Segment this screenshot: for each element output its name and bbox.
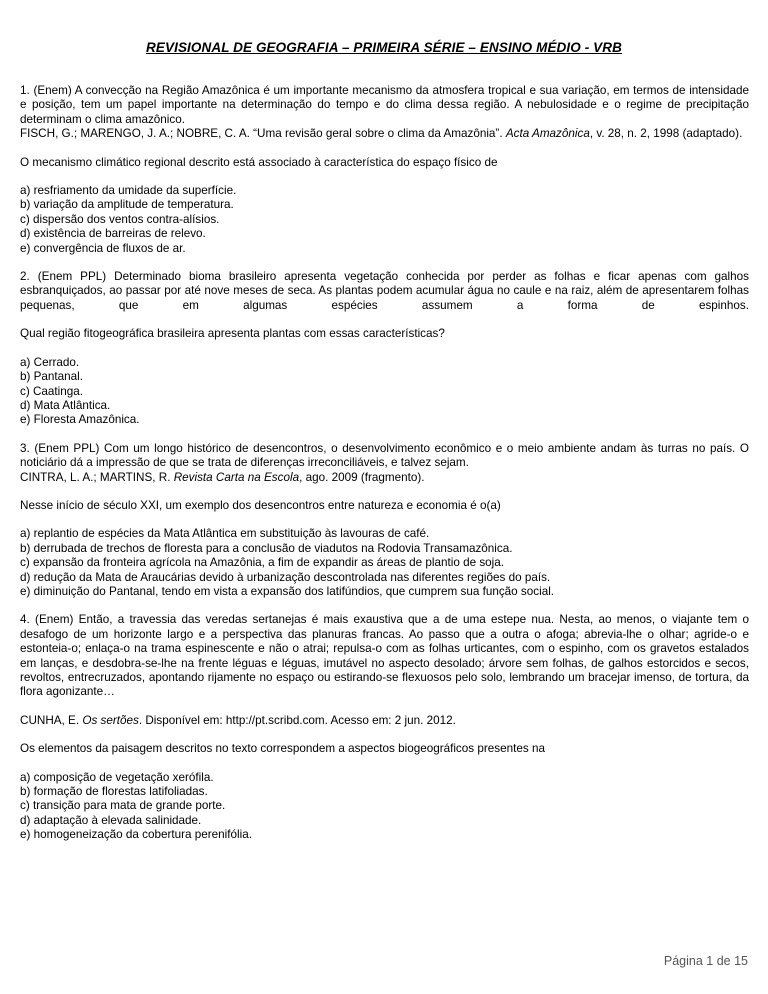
question-1-prompt: O mecanismo climático regional descrito está associado à característica do espaço físico de <box>20 155 498 169</box>
option[interactable]: d) adaptação à elevada salinidade. <box>20 813 202 827</box>
option[interactable]: b) derrubada de trechos de floresta para a conclusão de viadutos na Rodovia Transamazônica. <box>20 541 513 555</box>
question-4-statement: (Enem) Então, a travessia das veredas sertanejas é mais exaustiva que a de uma estepe nua. Nesta, ao menos, o viajante tem o desafogo de um horizonte largo e a perspectiva das planuras francas. Ao passo que a outra o afoga; abrevia-lhe o olhar; agride-o e estonteia-o; enlaça-o na trama espinescente e não o atrai; repulsa-o com as folhas urticantes, com o espinho, com os gravetos estalados em lanças, e desdobra-se-lhe na frente léguas e léguas, imutável no aspecto desolado; árvore sem folhas, de galhos estorcidos e secos, revoltos, entrecruzados, apontando rijamente no espaço ou estirando-se flexuosos pelo solo, lembrando um bracejar imenso, de tortura, da flora agonizante… <box>20 613 750 699</box>
option[interactable]: d) redução da Mata de Araucárias devido à urbanização descontrolada nas diferentes regiões do país. <box>20 570 551 584</box>
option[interactable]: e) homogeneização da cobertura perenifólia. <box>20 828 252 842</box>
question-4-source-details: . Disponível em: http://pt.scribd.com. Acesso em: 2 jun. 2012. <box>138 713 456 727</box>
option[interactable]: b) variação da amplitude de temperatura. <box>20 198 234 212</box>
question-4-options <box>20 771 749 843</box>
question-3-source-details: , ago. 2009 (fragmento). <box>299 470 425 484</box>
option[interactable]: a) Cerrado. <box>20 355 80 369</box>
question-3-prompt: Nesse início de século XXI, um exemplo dos desencontros entre natureza e economia é o(a) <box>20 498 501 512</box>
option[interactable]: c) Caatinga. <box>20 384 84 398</box>
question-1-source <box>20 127 749 141</box>
question-3 <box>20 442 749 600</box>
question-3-source-journal: Revista Carta na Escola <box>173 470 300 484</box>
option[interactable]: a) replantio de espécies da Mata Atlântica em substituição às lavouras de café. <box>20 527 430 541</box>
option[interactable]: b) Pantanal. <box>20 370 84 384</box>
option[interactable]: c) dispersão dos ventos contra-alísios. <box>20 212 220 226</box>
option[interactable]: c) transição para mata de grande porte. <box>20 799 226 813</box>
page-title: REVISIONAL DE GEOGRAFIA – PRIMEIRA SÉRIE – ENSINO MÉDIO - VRB <box>146 40 622 55</box>
question-2-statement: (Enem PPL) Determinado bioma brasileiro apresenta vegetação conhecida por perder as folhas e ficar apenas com galhos esbranquiçados, ao passar por até nove meses de seca. As plantas podem acumular água no caule e na raiz, além de apresentarem folhas pequenas, que em algumas espécies assumem a forma de espinhos. <box>20 270 749 312</box>
question-1-number: 1. <box>20 84 30 97</box>
question-4-source-authors: CUNHA, E. <box>20 713 80 727</box>
question-1-statement: (Enem) A convecção na Região Amazônica é um importante mecanismo da atmosfera tropical e sua variação, em termos de intensidade e posição, tem um papel importante na determinação do tempo e do clima dessa região. A nebulosidade e o regime de precipitação determinam o clima amazônico. <box>20 84 749 126</box>
question-3-statement: (Enem PPL) Com um longo histórico de desencontros, o desenvolvimento econômico e o meio ambiente andam às turras no país. O noticiário dá a impressão de que se trata de diferenças irreconciliáveis, e talvez sejam. <box>20 441 750 470</box>
option[interactable]: e) Floresta Amazônica. <box>20 413 140 427</box>
option[interactable]: d) existência de barreiras de relevo. <box>20 227 206 241</box>
option[interactable]: e) diminuição do Pantanal, tendo em vista a expansão dos latifúndios, que cumprem sua função social. <box>20 584 555 598</box>
question-3-source-authors: CINTRA, L. A.; MARTINS, R. <box>20 470 171 484</box>
option[interactable]: a) composição de vegetação xerófila. <box>20 770 214 784</box>
question-4-number: 4. <box>20 613 30 627</box>
questions-body <box>20 84 749 843</box>
option[interactable]: c) expansão da fronteira agrícola na Amazônia, a fim de expandir as áreas de plantio de soja. <box>20 556 505 570</box>
option[interactable]: e) convergência de fluxos de ar. <box>20 241 186 255</box>
option[interactable]: a) resfriamento da umidade da superfície. <box>20 184 237 198</box>
question-3-number: 3. <box>20 441 30 455</box>
question-1-options <box>20 184 749 256</box>
question-4-source-title: Os sertões <box>82 713 139 727</box>
question-2-options <box>20 356 749 428</box>
question-3-options <box>20 527 749 599</box>
question-1-source-journal: Acta Amazônica <box>505 127 590 141</box>
question-3-source <box>20 471 749 485</box>
option[interactable]: b) formação de florestas latifoliadas. <box>20 785 208 799</box>
question-4-source <box>20 714 749 728</box>
question-1-text <box>20 84 749 127</box>
question-4-prompt: Os elementos da paisagem descritos no texto correspondem a aspectos biogeográficos presentes na <box>20 742 545 756</box>
question-4 <box>20 613 749 842</box>
question-2-prompt: Qual região fitogeográfica brasileira apresenta plantas com essas características? <box>20 327 445 341</box>
option[interactable]: d) Mata Atlântica. <box>20 398 111 412</box>
question-1-source-authors: FISCH, G.; MARENGO, J. A.; NOBRE, C. A. “Uma revisão geral sobre o clima da Amazônia”. <box>20 127 503 141</box>
page-number: Página 1 de 15 <box>663 954 748 968</box>
question-4-text <box>20 613 749 699</box>
question-1-source-details: , v. 28, n. 2, 1998 (adaptado). <box>589 127 743 141</box>
question-2 <box>20 270 749 428</box>
question-2-text <box>20 270 749 313</box>
question-1 <box>20 84 749 256</box>
question-3-text <box>20 442 749 471</box>
question-2-number: 2. <box>20 270 30 284</box>
